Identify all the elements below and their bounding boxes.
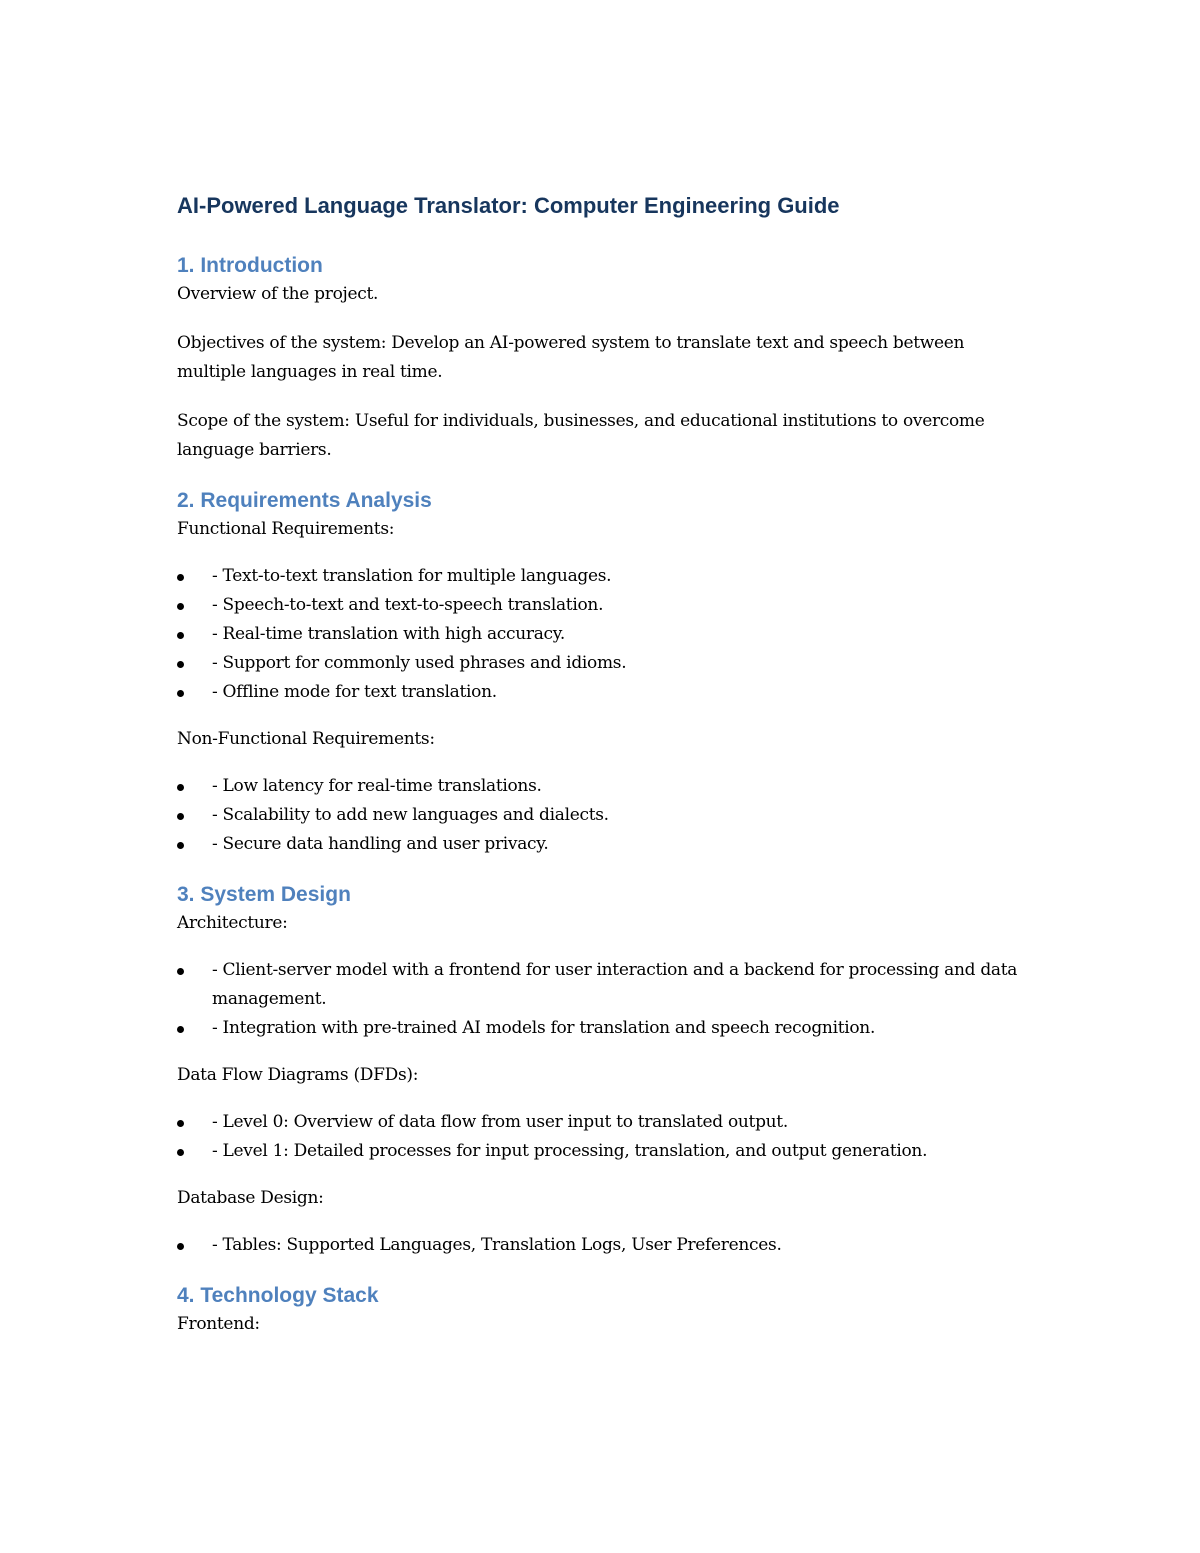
bullet-icon xyxy=(177,1149,184,1156)
bullet-icon xyxy=(177,968,184,975)
bullet-icon xyxy=(177,690,184,697)
database-design-label: Database Design: xyxy=(177,1188,324,1208)
section-heading-technology-stack: 4. Technology Stack xyxy=(177,1284,379,1307)
bullet-icon xyxy=(177,632,184,639)
document-page xyxy=(177,190,1037,1339)
list-item: - Real-time translation with high accuracy. xyxy=(177,620,1037,649)
bullet-icon xyxy=(177,813,184,820)
list-item: - Level 0: Overview of data flow from user input to translated output. xyxy=(177,1108,1037,1137)
list-item: - Speech-to-text and text-to-speech translation. xyxy=(177,591,1037,620)
architecture-label: Architecture: xyxy=(177,913,288,933)
nonfunctional-requirements-label: Non-Functional Requirements: xyxy=(177,729,435,749)
bullet-icon xyxy=(177,784,184,791)
dfd-label: Data Flow Diagrams (DFDs): xyxy=(177,1065,419,1085)
functional-requirements-label: Functional Requirements: xyxy=(177,519,395,539)
bullet-icon xyxy=(177,603,184,610)
list-item: - Integration with pre-trained AI models for translation and speech recognition. xyxy=(177,1014,1037,1043)
list-item: - Secure data handling and user privacy. xyxy=(177,830,1037,859)
list-item: - Text-to-text translation for multiple languages. xyxy=(177,562,1037,591)
functional-requirements-list xyxy=(177,562,1037,707)
list-item: - Offline mode for text translation. xyxy=(177,678,1037,707)
bullet-icon xyxy=(177,1120,184,1127)
intro-scope: Scope of the system: Useful for individuals, businesses, and educational institutions to overcome language barriers. xyxy=(177,411,985,460)
document-title: AI-Powered Language Translator: Computer Engineering Guide xyxy=(177,193,840,218)
intro-overview: Overview of the project. xyxy=(177,284,379,304)
list-item: - Low latency for real-time translations. xyxy=(177,772,1037,801)
dfd-list xyxy=(177,1108,1037,1166)
list-item: - Scalability to add new languages and dialects. xyxy=(177,801,1037,830)
bullet-icon xyxy=(177,574,184,581)
nonfunctional-requirements-list xyxy=(177,772,1037,859)
section-heading-system-design: 3. System Design xyxy=(177,883,351,906)
intro-objectives: Objectives of the system: Develop an AI-powered system to translate text and speech between multiple languages in real time. xyxy=(177,333,965,382)
database-design-list xyxy=(177,1231,1037,1260)
list-item: - Tables: Supported Languages, Translation Logs, User Preferences. xyxy=(177,1231,1037,1260)
architecture-list xyxy=(177,956,1037,1043)
list-item: - Client-server model with a frontend for user interaction and a backend for processing and data management. xyxy=(177,956,1037,1014)
bullet-icon xyxy=(177,842,184,849)
section-heading-requirements: 2. Requirements Analysis xyxy=(177,489,432,512)
list-item: - Level 1: Detailed processes for input processing, translation, and output generation. xyxy=(177,1137,1037,1166)
list-item: - Support for commonly used phrases and idioms. xyxy=(177,649,1037,678)
section-heading-introduction: 1. Introduction xyxy=(177,254,323,277)
bullet-icon xyxy=(177,1026,184,1033)
bullet-icon xyxy=(177,1243,184,1250)
bullet-icon xyxy=(177,661,184,668)
frontend-label: Frontend: xyxy=(177,1314,260,1334)
